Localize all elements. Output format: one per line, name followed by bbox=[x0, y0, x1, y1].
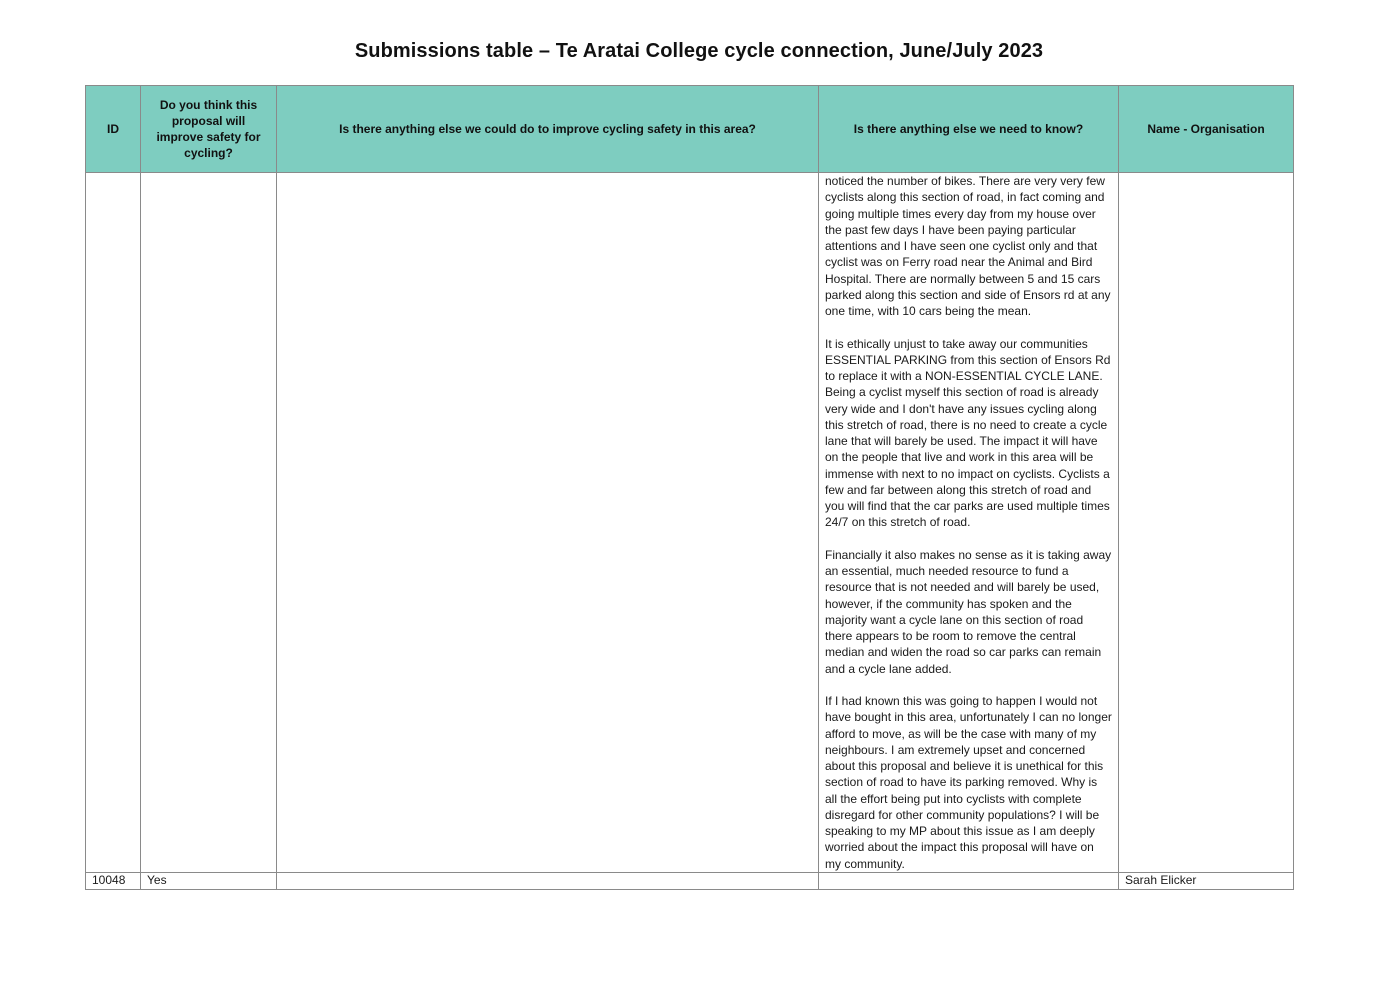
header-anything-else-improve: Is there anything else we could do to improve cycling safety in this area? bbox=[277, 86, 819, 173]
cell-id bbox=[86, 173, 141, 873]
submissions-table bbox=[85, 85, 1294, 890]
cell-anything-else-improve bbox=[277, 872, 819, 889]
comment-paragraph: It is ethically unjust to take away our communities ESSENTIAL PARKING from this section of Ensors Rd to replace it with a NON-ESSENTIAL CYCLE LANE. Being a cyclist myself this section of road is already very wide and I don't have any issues cycling along this stretch of road, there is no need to create a cycle lane that will barely be used. The impact it will have on the people that live and work in this area will be immense with next to no impact on cyclists. Cyclists a few and far between along this stretch of road and you will find that the car parks are used multiple times 24/7 on this stretch of road. bbox=[825, 336, 1111, 530]
comment-paragraph: noticed the number of bikes. There are very very few cyclists along this section of road, in fact coming and going multiple times every day from my house over the past few days I have been paying particular attentions and I have seen one cyclist only and that cyclist was on Ferry road near the Animal and Bird Hospital. There are normally between 5 and 15 cars parked along this section and side of Ensors rd at any one time, with 10 cars being the mean. bbox=[825, 174, 1111, 318]
comment-paragraph: Financially it also makes no sense as it is taking away an essential, much needed resource to fund a resource that is not needed and will barely be used, however, if the community has spoken and the majority want a cycle lane on this section of road there appears to be room to remove the central median and widen the road so car parks can remain and a cycle lane added. bbox=[825, 547, 1112, 676]
cell-anything-else-know bbox=[819, 173, 1119, 873]
cell-anything-else-know bbox=[819, 872, 1119, 889]
cell-name-organisation bbox=[1119, 173, 1294, 873]
document-title: Submissions table – Te Aratai College cycle connection, June/July 2023 bbox=[354, 40, 1044, 62]
comment-paragraph: If I had known this was going to happen I would not have bought in this area, unfortunately I can no longer afford to move, as will be the case with many of my neighbours. I am extremely upset and concerned about this proposal and believe it is unethical for this section of road to have its parking removed. Why is all the effort being put into cyclists with complete disregard for other community populations? I will be speaking to my MP about this issue as I am deeply worried about the impact this proposal will have on my community. bbox=[825, 694, 1112, 871]
header-improve-safety: Do you think this proposal will improve safety for cycling? bbox=[141, 86, 277, 173]
table-row-continued bbox=[86, 173, 1294, 873]
table-header-row bbox=[86, 86, 1294, 173]
cell-improve-safety bbox=[141, 173, 277, 873]
cell-improve-safety: Yes bbox=[141, 872, 277, 889]
table-row bbox=[86, 872, 1294, 889]
cell-id: 10048 bbox=[86, 872, 141, 889]
header-anything-else-know: Is there anything else we need to know? bbox=[819, 86, 1119, 173]
header-id: ID bbox=[86, 86, 141, 173]
cell-name-organisation: Sarah Elicker bbox=[1119, 872, 1294, 889]
cell-anything-else-improve bbox=[277, 173, 819, 873]
header-name-organisation: Name - Organisation bbox=[1119, 86, 1294, 173]
